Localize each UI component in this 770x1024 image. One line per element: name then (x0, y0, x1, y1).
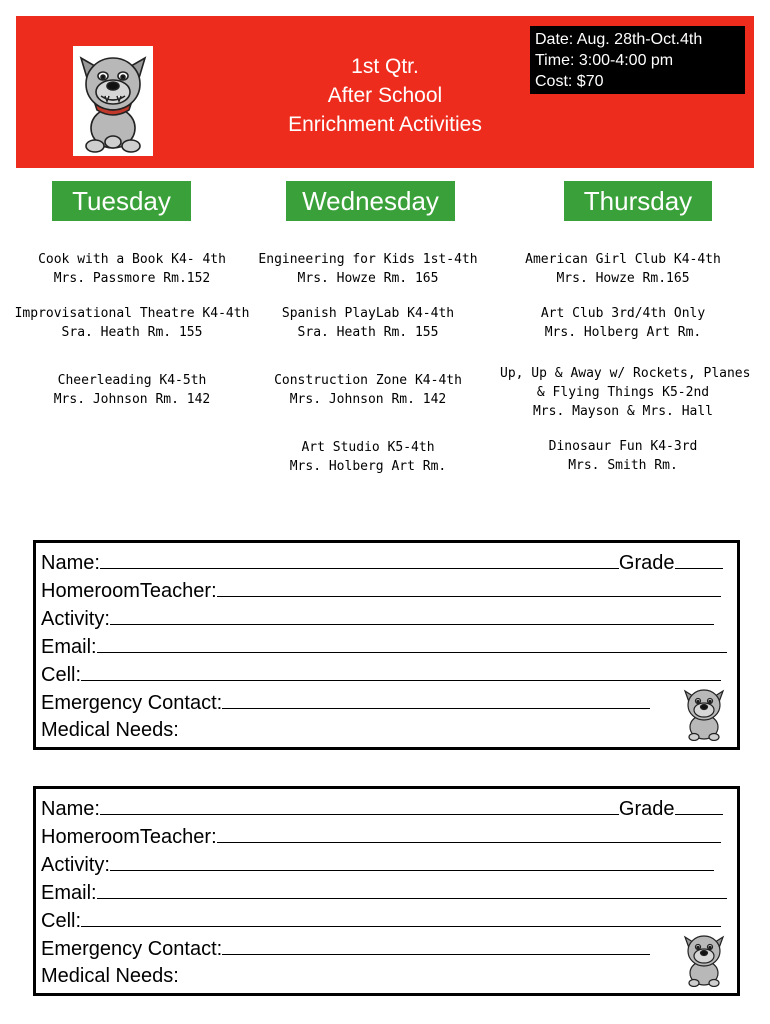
cell-line (41, 906, 721, 935)
emergency-field[interactable] (222, 688, 650, 709)
activity-name: Spanish PlayLab K4-4th (281, 306, 455, 321)
activity-name: Cheerleading K4-5th (57, 373, 207, 388)
name-field[interactable] (100, 794, 619, 815)
activity-name: Art Club 3rd/4th Only (540, 306, 706, 321)
emergency-label: Emergency Contact: (41, 938, 223, 960)
cost-text: Cost: $70 (535, 73, 604, 90)
homeroom-field[interactable] (217, 822, 721, 843)
activity-teacher: Mrs. Howze Rm.165 (556, 271, 690, 286)
wednesday-header: Wednesday (286, 181, 455, 221)
thursday-header: Thursday (564, 181, 712, 221)
name-field[interactable] (100, 548, 619, 569)
wednesday-activity (248, 371, 488, 409)
cell-field[interactable] (81, 660, 721, 681)
medical-label: Medical Needs: (41, 719, 179, 741)
activity-teacher: Mrs. Howze Rm. 165 (297, 271, 439, 286)
activity-teacher: Mrs. Holberg Art Rm. (544, 325, 702, 340)
emergency-line (41, 934, 650, 963)
medical-line (41, 716, 179, 744)
bulldog-mascot-icon (681, 685, 727, 741)
activity-name: American Girl Club K4-4th (525, 252, 721, 267)
grade-label: Grade (618, 552, 675, 574)
email-field[interactable] (97, 878, 727, 899)
date-text: Date: Aug. 28th-Oct.4th (535, 31, 703, 48)
email-label: Email: (41, 636, 97, 658)
emergency-field[interactable] (222, 934, 650, 955)
email-line (41, 632, 727, 661)
activity-detail: & Flying Things K5-2nd (536, 385, 710, 400)
cell-label: Cell: (41, 664, 82, 686)
activity-teacher: Mrs. Mayson & Mrs. Hall (532, 404, 713, 419)
email-label: Email: (41, 882, 97, 904)
activity-name: Construction Zone K4-4th (274, 373, 462, 388)
email-line (41, 878, 727, 907)
activity-line (41, 850, 714, 879)
wednesday-activity (248, 304, 488, 342)
activity-teacher: Sra. Heath Rm. 155 (61, 325, 203, 340)
title-line-2: After School (327, 84, 443, 107)
medical-line (41, 962, 179, 990)
activity-name: Up, Up & Away w/ Rockets, Planes (500, 366, 751, 381)
emergency-label: Emergency Contact: (41, 692, 223, 714)
activity-field[interactable] (110, 604, 714, 625)
cell-label: Cell: (41, 910, 82, 932)
registration-form (33, 786, 740, 996)
schedule-info-box (530, 26, 745, 94)
activity-name: Engineering for Kids 1st-4th (258, 252, 478, 267)
grade-label: Grade (618, 798, 675, 820)
activity-name: Improvisational Theatre K4-4th (14, 306, 250, 321)
homeroom-line (41, 576, 721, 605)
homeroom-label: HomeroomTeacher: (41, 826, 217, 848)
title-line-1: 1st Qtr. (351, 55, 419, 78)
homeroom-label: HomeroomTeacher: (41, 580, 217, 602)
wednesday-activity (248, 250, 488, 288)
thursday-activity (500, 364, 751, 421)
emergency-line (41, 688, 650, 717)
activity-name: Cook with a Book K4- 4th (38, 252, 226, 267)
activity-field[interactable] (110, 850, 714, 871)
activity-teacher: Mrs. Johnson Rm. 142 (53, 392, 211, 407)
name-label: Name: (41, 552, 100, 574)
cell-line (41, 660, 721, 689)
activity-name: Art Studio K5-4th (301, 440, 435, 455)
homeroom-field[interactable] (217, 576, 721, 597)
bulldog-mascot-icon (73, 46, 153, 156)
grade-field[interactable] (675, 548, 723, 569)
grade-field[interactable] (675, 794, 723, 815)
tuesday-activity (12, 304, 252, 342)
name-line (41, 794, 723, 823)
page-title (250, 52, 520, 139)
cell-field[interactable] (81, 906, 721, 927)
thursday-activity (500, 437, 746, 475)
name-line (41, 548, 723, 577)
activity-teacher: Mrs. Holberg Art Rm. (289, 459, 447, 474)
name-label: Name: (41, 798, 100, 820)
activity-teacher: Mrs. Smith Rm. (568, 458, 678, 473)
activity-teacher: Mrs. Passmore Rm.152 (53, 271, 211, 286)
tuesday-activity (12, 371, 252, 409)
activity-label: Activity: (41, 608, 110, 630)
wednesday-activity (248, 438, 488, 476)
activity-teacher: Mrs. Johnson Rm. 142 (289, 392, 447, 407)
title-line-3: Enrichment Activities (288, 113, 482, 136)
email-field[interactable] (97, 632, 727, 653)
activity-name: Dinosaur Fun K4-3rd (548, 439, 698, 454)
thursday-activity (500, 304, 746, 342)
thursday-activity (500, 250, 746, 288)
tuesday-header: Tuesday (52, 181, 191, 221)
registration-form (33, 540, 740, 750)
activity-line (41, 604, 714, 633)
time-text: Time: 3:00-4:00 pm (535, 52, 674, 69)
medical-label: Medical Needs: (41, 965, 179, 987)
activity-label: Activity: (41, 854, 110, 876)
activity-teacher: Sra. Heath Rm. 155 (297, 325, 439, 340)
bulldog-mascot-icon (681, 931, 727, 987)
homeroom-line (41, 822, 721, 851)
tuesday-activity (12, 250, 252, 288)
